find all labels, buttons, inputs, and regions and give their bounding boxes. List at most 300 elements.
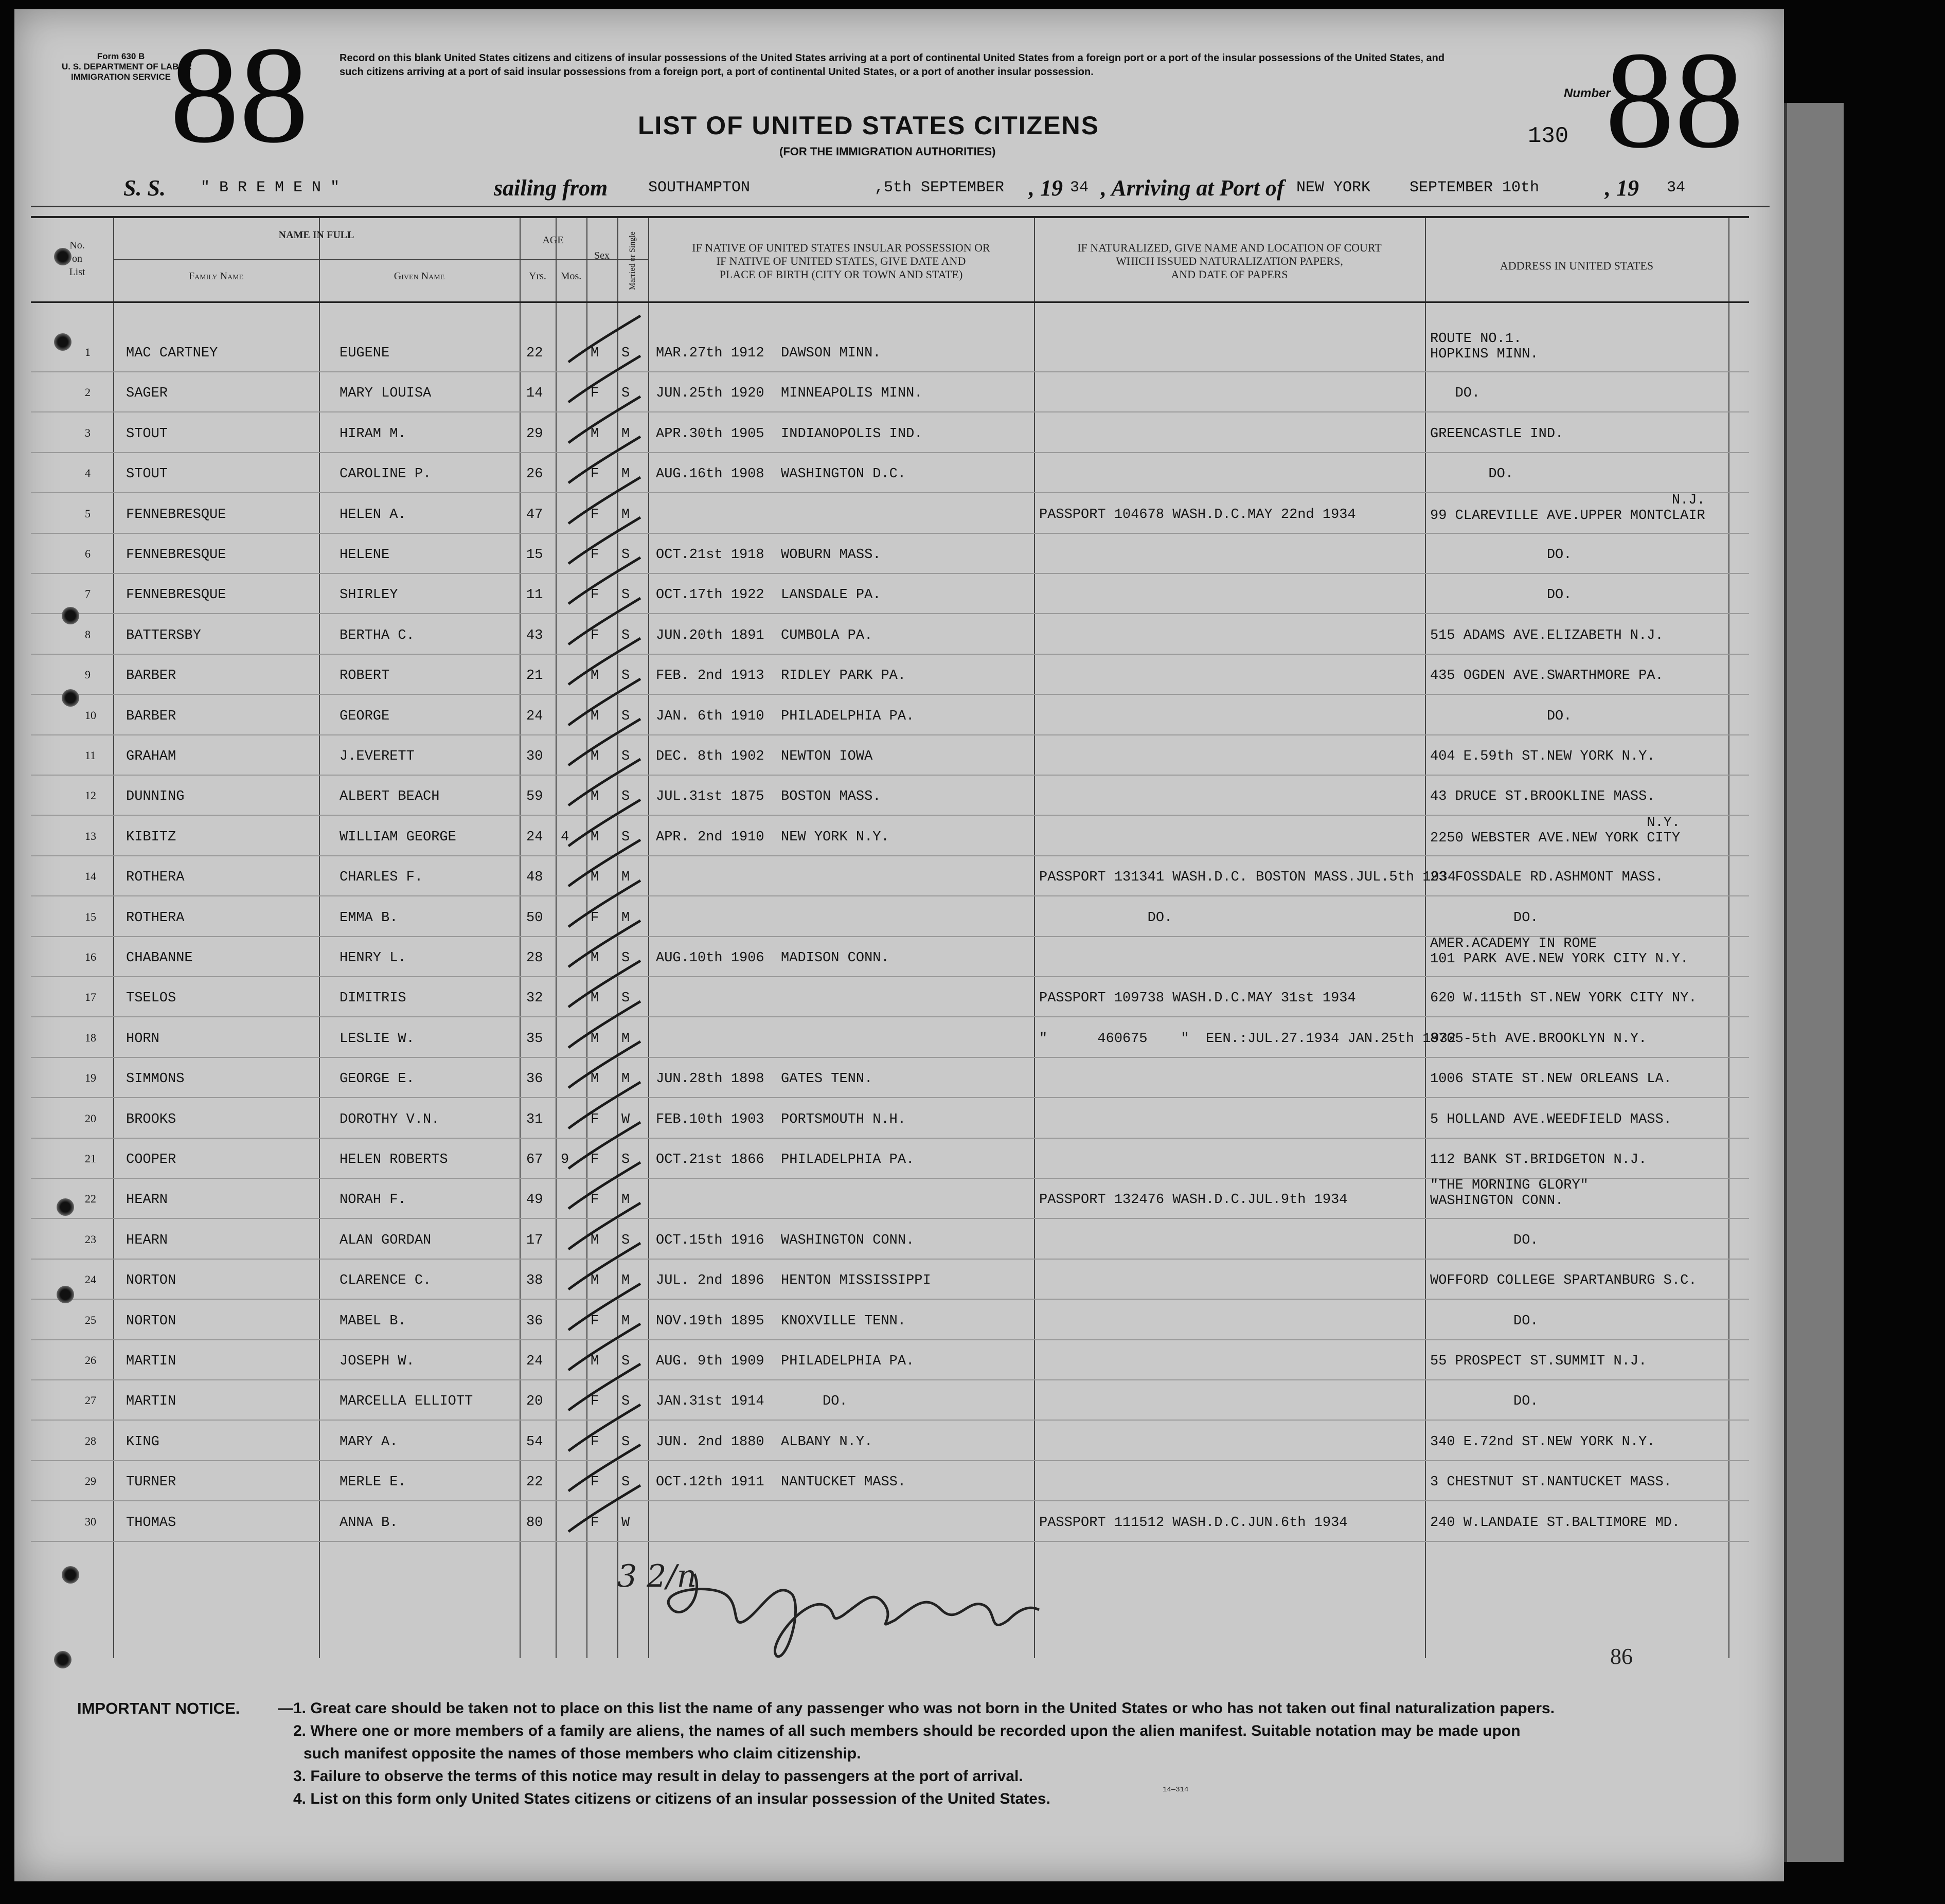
cell-family: COOPER — [126, 1152, 176, 1167]
cell-addr: 404 E.59th ST.NEW YORK N.Y. — [1430, 749, 1655, 764]
cell-family: SIMMONS — [126, 1071, 185, 1087]
cell-ms: S — [621, 991, 630, 1007]
cell-addr: 3 CHESTNUT ST.NANTUCKET MASS. — [1430, 1475, 1672, 1490]
cell-no: 5 — [85, 507, 91, 520]
check-mark — [563, 1480, 646, 1537]
cell-sex: M — [591, 991, 599, 1007]
list-title: LIST OF UNITED STATES CITIZENS — [638, 111, 1100, 140]
cell-family: ROTHERA — [126, 870, 185, 886]
cell-family: BARBER — [126, 668, 176, 684]
cell-sex: M — [591, 346, 599, 361]
cell-nat: PASSPORT 132476 WASH.D.C.JUL.9th 1934 — [1039, 1192, 1348, 1208]
table-row — [31, 493, 1749, 534]
cell-no: 28 — [85, 1434, 96, 1447]
cell-family: GRAHAM — [126, 749, 176, 764]
cell-ms: M — [621, 870, 630, 886]
cell-given: HELEN A. — [340, 507, 406, 523]
cell-yrs: 20 — [526, 1394, 543, 1410]
cell-given: MABEL B. — [340, 1313, 406, 1329]
cell-birth: JUL.31st 1875 BOSTON MASS. — [656, 789, 881, 805]
cell-ms: M — [621, 910, 630, 926]
table-row — [31, 896, 1749, 937]
cell-no: 19 — [85, 1071, 96, 1085]
manifest-number-right: 88 — [1605, 23, 1744, 177]
cell-addr: 112 BANK ST.BRIDGETON N.J. — [1430, 1152, 1647, 1167]
table-row — [31, 775, 1749, 816]
header-sex: Sex — [594, 250, 610, 261]
cell-birth: JAN.31st 1914 DO. — [656, 1394, 848, 1410]
arriving-label: , Arriving at Port of — [1101, 175, 1284, 201]
cell-yrs: 15 — [526, 547, 543, 563]
year-value: 34 — [1070, 179, 1089, 196]
cell-given: ROBERT — [340, 668, 390, 684]
cell-addr: ROUTE NO.1. HOPKINS MINN. — [1430, 331, 1539, 362]
cell-addr: N.Y. 2250 WEBSTER AVE.NEW YORK CITY — [1430, 815, 1681, 846]
cell-sex: F — [591, 627, 599, 643]
cell-nat: DO. — [1039, 910, 1173, 926]
cell-yrs: 38 — [526, 1273, 543, 1289]
cell-sex: M — [591, 708, 599, 724]
table-row — [31, 1379, 1749, 1421]
cell-ms: S — [621, 789, 630, 805]
cell-sex: M — [591, 749, 599, 764]
table-row — [31, 1501, 1749, 1542]
cell-sex: F — [591, 386, 599, 402]
cell-yrs: 14 — [526, 386, 543, 402]
cell-ms: S — [621, 1475, 630, 1490]
cell-ms: W — [621, 1515, 630, 1531]
cell-birth: AUG.16th 1908 WASHINGTON D.C. — [656, 466, 906, 482]
list-subtitle: (FOR THE IMMIGRATION AUTHORITIES) — [779, 145, 996, 158]
cell-addr: DO. — [1430, 708, 1572, 724]
cell-birth: JUN.25th 1920 MINNEAPOLIS MINN. — [656, 386, 923, 402]
cell-ms: S — [621, 1232, 630, 1248]
cell-sex: F — [591, 1313, 599, 1329]
table-row — [31, 614, 1749, 655]
cell-given: NORAH F. — [340, 1192, 406, 1208]
cell-birth: JUL. 2nd 1896 HENTON MISSISSIPPI — [656, 1273, 931, 1289]
header-family: Family Name — [188, 271, 244, 282]
cell-sex: F — [591, 547, 599, 563]
cell-no: 12 — [85, 789, 96, 802]
cell-no: 11 — [85, 749, 96, 762]
cell-no: 16 — [85, 950, 96, 963]
cell-no: 6 — [85, 547, 91, 560]
table-row — [31, 1299, 1749, 1340]
cell-ms: M — [621, 466, 630, 482]
cell-yrs: 35 — [526, 1031, 543, 1047]
ship-name: " B R E M E N " — [201, 179, 340, 196]
cell-addr: 620 W.115th ST.NEW YORK CITY NY. — [1430, 991, 1697, 1007]
port-from: SOUTHAMPTON — [648, 179, 751, 196]
cell-given: CLARENCE C. — [340, 1273, 432, 1289]
table-row — [31, 976, 1749, 1017]
cell-ms: W — [621, 1111, 630, 1127]
cell-family: STOUT — [126, 466, 168, 482]
notice-item: 2. Where one or more members of a family are aliens, the names of all such members should be recorded upon the alien manifest. Suitable notation may be made upon — [293, 1722, 1521, 1739]
header-address: ADDRESS IN UNITED STATES — [1500, 259, 1654, 272]
cell-no: 13 — [85, 829, 96, 842]
cell-birth: AUG.10th 1906 MADISON CONN. — [656, 950, 889, 966]
cell-yrs: 67 — [526, 1152, 543, 1167]
punch-hole — [62, 1566, 79, 1584]
cell-given: DOROTHY V.N. — [340, 1111, 440, 1127]
cell-addr: DO. — [1430, 1313, 1539, 1329]
cell-given: EMMA B. — [340, 910, 398, 926]
cell-sex: F — [591, 1475, 599, 1490]
cell-birth: AUG. 9th 1909 PHILADELPHIA PA. — [656, 1354, 915, 1369]
ss-label: S. S. — [123, 175, 166, 201]
cell-sex: M — [591, 426, 599, 442]
cell-no: 24 — [85, 1273, 96, 1286]
cell-ms: M — [621, 1031, 630, 1047]
cell-given: LESLIE W. — [340, 1031, 415, 1047]
cell-addr: 240 W.LANDAIE ST.BALTIMORE MD. — [1430, 1515, 1681, 1531]
cell-addr: 515 ADAMS AVE.ELIZABETH N.J. — [1430, 627, 1664, 643]
cell-sex: M — [591, 1232, 599, 1248]
cell-family: BROOKS — [126, 1111, 176, 1127]
cell-yrs: 24 — [526, 708, 543, 724]
notice-item: 3. Failure to observe the terms of this notice may result in delay to passengers at the port of arrival. — [293, 1768, 1023, 1785]
cell-no: 10 — [85, 708, 96, 722]
cell-ms: S — [621, 386, 630, 402]
cell-ms: S — [621, 749, 630, 764]
cell-ms: S — [621, 547, 630, 563]
cell-nat: PASSPORT 131341 WASH.D.C. BOSTON MASS.JUL.5th 1934 — [1039, 870, 1456, 886]
cell-birth: JAN. 6th 1910 PHILADELPHIA PA. — [656, 708, 915, 724]
punch-hole — [54, 1651, 72, 1668]
notice-item: 4. List on this form only United States citizens or citizens of an insular possession of the United States. — [293, 1790, 1050, 1807]
cell-ms: S — [621, 829, 630, 845]
table-row — [31, 936, 1749, 977]
cell-sex: M — [591, 870, 599, 886]
cell-addr: 1006 STATE ST.NEW ORLEANS LA. — [1430, 1071, 1672, 1087]
table-row — [31, 1017, 1749, 1058]
cell-yrs: 36 — [526, 1313, 543, 1329]
cell-yrs: 30 — [526, 749, 543, 764]
cell-no: 8 — [85, 627, 91, 641]
cell-yrs: 43 — [526, 627, 543, 643]
cell-ms: S — [621, 1354, 630, 1369]
cell-yrs: 36 — [526, 1071, 543, 1087]
table-row — [31, 371, 1749, 412]
cell-yrs: 24 — [526, 829, 543, 845]
cell-yrs: 21 — [526, 668, 543, 684]
cell-family: HEARN — [126, 1232, 168, 1248]
cell-sex: M — [591, 1031, 599, 1047]
punch-hole — [62, 689, 79, 707]
cell-addr: "THE MORNING GLORY" WASHINGTON CONN. — [1430, 1178, 1589, 1209]
cell-no: 26 — [85, 1354, 96, 1367]
cell-yrs: 22 — [526, 346, 543, 361]
cell-birth: APR. 2nd 1910 NEW YORK N.Y. — [656, 829, 889, 845]
table-row — [31, 331, 1749, 372]
cell-sex: F — [591, 1515, 599, 1531]
cell-addr: WOFFORD COLLEGE SPARTANBURG S.C. — [1430, 1273, 1697, 1289]
header-bottom-rule — [31, 301, 1749, 303]
cell-birth: APR.30th 1905 INDIANOPOLIS IND. — [656, 426, 923, 442]
table-row — [31, 1218, 1749, 1260]
sailing-label: sailing from — [494, 175, 608, 201]
print-code: 14—314 — [1163, 1786, 1189, 1794]
cell-yrs: 17 — [526, 1232, 543, 1248]
cell-addr: DO. — [1430, 587, 1572, 603]
header-age: AGE — [542, 235, 564, 246]
cell-family: MARTIN — [126, 1354, 176, 1369]
table-row — [31, 815, 1749, 856]
cell-given: GEORGE E. — [340, 1071, 415, 1087]
cell-sex: M — [591, 950, 599, 966]
cell-given: WILLIAM GEORGE — [340, 829, 456, 845]
page-code: 130 — [1528, 123, 1569, 149]
cell-sex: F — [591, 910, 599, 926]
cell-family: ROTHERA — [126, 910, 185, 926]
cell-ms: S — [621, 627, 630, 643]
cell-no: 25 — [85, 1313, 96, 1326]
cell-family: BATTERSBY — [126, 627, 201, 643]
cell-mos: 4 — [561, 829, 569, 845]
cell-yrs: 26 — [526, 466, 543, 482]
cell-given: MARCELLA ELLIOTT — [340, 1394, 473, 1410]
cell-ms: S — [621, 950, 630, 966]
cell-ms: S — [621, 1394, 630, 1410]
header-no: No. on List — [69, 240, 85, 278]
cell-yrs: 49 — [526, 1192, 543, 1208]
cell-sex: F — [591, 587, 599, 603]
cell-ms: S — [621, 668, 630, 684]
cell-sex: M — [591, 1071, 599, 1087]
cell-ms: M — [621, 507, 630, 523]
table-row — [31, 855, 1749, 896]
cell-yrs: 54 — [526, 1434, 543, 1450]
cell-given: MARY A. — [340, 1434, 398, 1450]
cell-addr: DO. — [1430, 386, 1480, 402]
cell-given: ALAN GORDAN — [340, 1232, 432, 1248]
cell-ms: S — [621, 708, 630, 724]
cell-birth: DEC. 8th 1902 NEWTON IOWA — [656, 749, 873, 764]
table-row — [31, 1057, 1749, 1098]
cell-birth: OCT.21st 1866 PHILADELPHIA PA. — [656, 1152, 915, 1167]
cell-given: ANNA B. — [340, 1515, 398, 1531]
cell-nat: PASSPORT 104678 WASH.D.C.MAY 22nd 1934 — [1039, 507, 1356, 523]
cell-given: HIRAM M. — [340, 426, 406, 442]
punch-hole — [57, 1198, 74, 1216]
cell-sex: M — [591, 829, 599, 845]
punch-hole — [54, 333, 72, 351]
cell-family: TSELOS — [126, 991, 176, 1007]
notice-item: such manifest opposite the names of those members who claim citizenship. — [304, 1745, 861, 1762]
cell-yrs: 29 — [526, 426, 543, 442]
cell-no: 15 — [85, 910, 96, 923]
cell-sex: M — [591, 1273, 599, 1289]
cell-family: CHABANNE — [126, 950, 193, 966]
cell-birth: OCT.15th 1916 WASHINGTON CONN. — [656, 1232, 915, 1248]
cell-addr: 5 HOLLAND AVE.WEEDFIELD MASS. — [1430, 1111, 1672, 1127]
year-label: , 19 — [1029, 175, 1063, 201]
cell-no: 20 — [85, 1111, 96, 1125]
form-instructions: Record on this blank United States citizens and citizens of insular possessions of the United States arriving at a port of continental United States from a foreign port or a port of the insular possessions of the United States, and such citizens arriving at a port of said insular possessions from a foreign port, a port of continental United States, or a port of another insular possession. — [340, 52, 1445, 78]
cell-birth: OCT.21st 1918 WOBURN MASS. — [656, 547, 881, 563]
cell-birth: FEB.10th 1903 PORTSMOUTH N.H. — [656, 1111, 906, 1127]
notice-title: IMPORTANT NOTICE. — [77, 1699, 240, 1717]
cell-ms: M — [621, 1313, 630, 1329]
signature-prefix: 3 2/n — [617, 1558, 697, 1594]
header-married: Married or Single — [628, 231, 637, 290]
cell-no: 4 — [85, 466, 91, 480]
cell-addr: DO. — [1430, 466, 1514, 482]
vessel-underline — [31, 206, 1770, 207]
cell-given: MARY LOUISA — [340, 386, 432, 402]
cell-ms: S — [621, 1434, 630, 1450]
cell-birth: OCT.17th 1922 LANSDALE PA. — [656, 587, 881, 603]
cell-addr: 55 PROSPECT ST.SUMMIT N.J. — [1430, 1354, 1647, 1369]
table-row — [31, 1460, 1749, 1501]
cell-no: 27 — [85, 1394, 96, 1407]
cell-ms: S — [621, 1152, 630, 1167]
table-row — [31, 412, 1749, 453]
table-row — [31, 1178, 1749, 1219]
table-row — [31, 573, 1749, 614]
cell-family: NORTON — [126, 1313, 176, 1329]
cell-ms: M — [621, 1071, 630, 1087]
table-row — [31, 1138, 1749, 1179]
cell-family: FENNEBRESQUE — [126, 507, 226, 523]
cell-family: FENNEBRESQUE — [126, 587, 226, 603]
cell-yrs: 80 — [526, 1515, 543, 1531]
cell-mos: 9 — [561, 1152, 569, 1167]
cell-given: DIMITRIS — [340, 991, 406, 1007]
cell-no: 1 — [85, 346, 91, 358]
cell-addr: DO. — [1430, 910, 1539, 926]
cell-given: JOSEPH W. — [340, 1354, 415, 1369]
cell-family: NORTON — [126, 1273, 176, 1289]
page-edge — [1784, 103, 1844, 1862]
cell-family: KIBITZ — [126, 829, 176, 845]
cell-addr: DO. — [1430, 547, 1572, 563]
cell-family: MAC CARTNEY — [126, 346, 218, 361]
vessel-line — [31, 165, 1770, 211]
header-birth: IF NATIVE OF UNITED STATES INSULAR POSSESSION OR IF NATIVE OF UNITED STATES, GIVE DATE AND PLACE OF BIRTH (CITY OR TOWN AND STATE) — [692, 241, 990, 281]
cell-given: HENRY L. — [340, 950, 406, 966]
manifest-number-left: 88 — [170, 18, 309, 172]
cell-yrs: 11 — [526, 587, 543, 603]
cell-ms: M — [621, 426, 630, 442]
year2-value: 34 — [1667, 179, 1686, 196]
cell-no: 23 — [85, 1232, 96, 1246]
cell-birth: JUN. 2nd 1880 ALBANY N.Y. — [656, 1434, 873, 1450]
cell-birth: JUN.20th 1891 CUMBOLA PA. — [656, 627, 873, 643]
cell-addr: 8705-5th AVE.BROOKLYN N.Y. — [1430, 1031, 1647, 1047]
cell-family: KING — [126, 1434, 159, 1450]
cell-sex: M — [591, 789, 599, 805]
cell-given: CAROLINE P. — [340, 466, 432, 482]
header-divider — [113, 259, 648, 260]
table-row — [31, 533, 1749, 574]
date-from: ,5th SEPTEMBER — [875, 179, 1005, 196]
cell-nat: " 460675 " EEN.:JUL.27.1934 JAN.25th 1932 — [1039, 1031, 1456, 1047]
table-row — [31, 734, 1749, 776]
cell-family: DUNNING — [126, 789, 185, 805]
cell-addr: 43 DRUCE ST.BROOKLINE MASS. — [1430, 789, 1655, 805]
cell-no: 22 — [85, 1192, 96, 1206]
cell-no: 7 — [85, 587, 91, 601]
cell-sex: F — [591, 507, 599, 523]
cell-given: EUGENE — [340, 346, 390, 361]
cell-given: ALBERT BEACH — [340, 789, 440, 805]
header-naturalized: IF NATURALIZED, GIVE NAME AND LOCATION OF COURT WHICH ISSUED NATURALIZATION PAPERS, AND DATE OF PAPERS — [1077, 241, 1382, 281]
cell-family: THOMAS — [126, 1515, 176, 1531]
cell-given: MERLE E. — [340, 1475, 406, 1490]
cell-family: HORN — [126, 1031, 159, 1047]
cell-addr: DO. — [1430, 1232, 1539, 1248]
cell-no: 14 — [85, 870, 96, 883]
cell-yrs: 22 — [526, 1475, 543, 1490]
cell-family: BARBER — [126, 708, 176, 724]
cell-given: HELENE — [340, 547, 390, 563]
cell-given: HELEN ROBERTS — [340, 1152, 448, 1167]
table-row — [31, 1259, 1749, 1300]
cell-ms: S — [621, 587, 630, 603]
punch-hole — [54, 248, 72, 265]
cell-birth: JUN.28th 1898 GATES TENN. — [656, 1071, 873, 1087]
cell-nat: PASSPORT 111512 WASH.D.C.JUN.6th 1934 — [1039, 1515, 1348, 1531]
cell-birth: FEB. 2nd 1913 RIDLEY PARK PA. — [656, 668, 906, 684]
cell-sex: F — [591, 1434, 599, 1450]
cell-addr: GREENCASTLE IND. — [1430, 426, 1564, 442]
cell-addr: N.J. 99 CLAREVILLE AVE.UPPER MONTCLAIR — [1430, 492, 1705, 524]
cell-family: STOUT — [126, 426, 168, 442]
cell-birth: MAR.27th 1912 DAWSON MINN. — [656, 346, 881, 361]
table-row — [31, 1420, 1749, 1461]
header-given: Given Name — [394, 271, 445, 282]
table-row — [31, 452, 1749, 493]
cell-no: 9 — [85, 668, 91, 681]
cell-sex: F — [591, 1111, 599, 1127]
cell-family: MARTIN — [126, 1394, 176, 1410]
cell-addr: 340 E.72nd ST.NEW YORK N.Y. — [1430, 1434, 1655, 1450]
cell-sex: F — [591, 1192, 599, 1208]
cell-ms: M — [621, 1273, 630, 1289]
table-row — [31, 694, 1749, 735]
cell-yrs: 50 — [526, 910, 543, 926]
cell-no: 2 — [85, 386, 91, 399]
cell-sex: F — [591, 1152, 599, 1167]
cell-yrs: 47 — [526, 507, 543, 523]
number-label: Number — [1564, 86, 1611, 100]
cell-no: 17 — [85, 991, 96, 1004]
cell-sex: F — [591, 466, 599, 482]
cell-addr: 23 FOSSDALE RD.ASHMONT MASS. — [1430, 870, 1664, 886]
cell-yrs: 24 — [526, 1354, 543, 1369]
cell-yrs: 48 — [526, 870, 543, 886]
cell-sex: M — [591, 1354, 599, 1369]
cell-sex: M — [591, 668, 599, 684]
table-row — [31, 654, 1749, 695]
cell-ms: S — [621, 346, 630, 361]
cell-ms: M — [621, 1192, 630, 1208]
form-identifier: Form 630 B U. S. DEPARTMENT OF LABOR IMMIGRATION SERVICE — [62, 51, 192, 82]
cell-given: GEORGE — [340, 708, 390, 724]
cell-yrs: 28 — [526, 950, 543, 966]
cell-family: TURNER — [126, 1475, 176, 1490]
date-to: SEPTEMBER 10th — [1409, 179, 1540, 196]
year2-label: , 19 — [1605, 175, 1639, 201]
table-row — [31, 1339, 1749, 1380]
cell-given: BERTHA C. — [340, 627, 415, 643]
cell-given: SHIRLEY — [340, 587, 398, 603]
cell-no: 30 — [85, 1515, 96, 1528]
cell-birth: OCT.12th 1911 NANTUCKET MASS. — [656, 1475, 906, 1490]
